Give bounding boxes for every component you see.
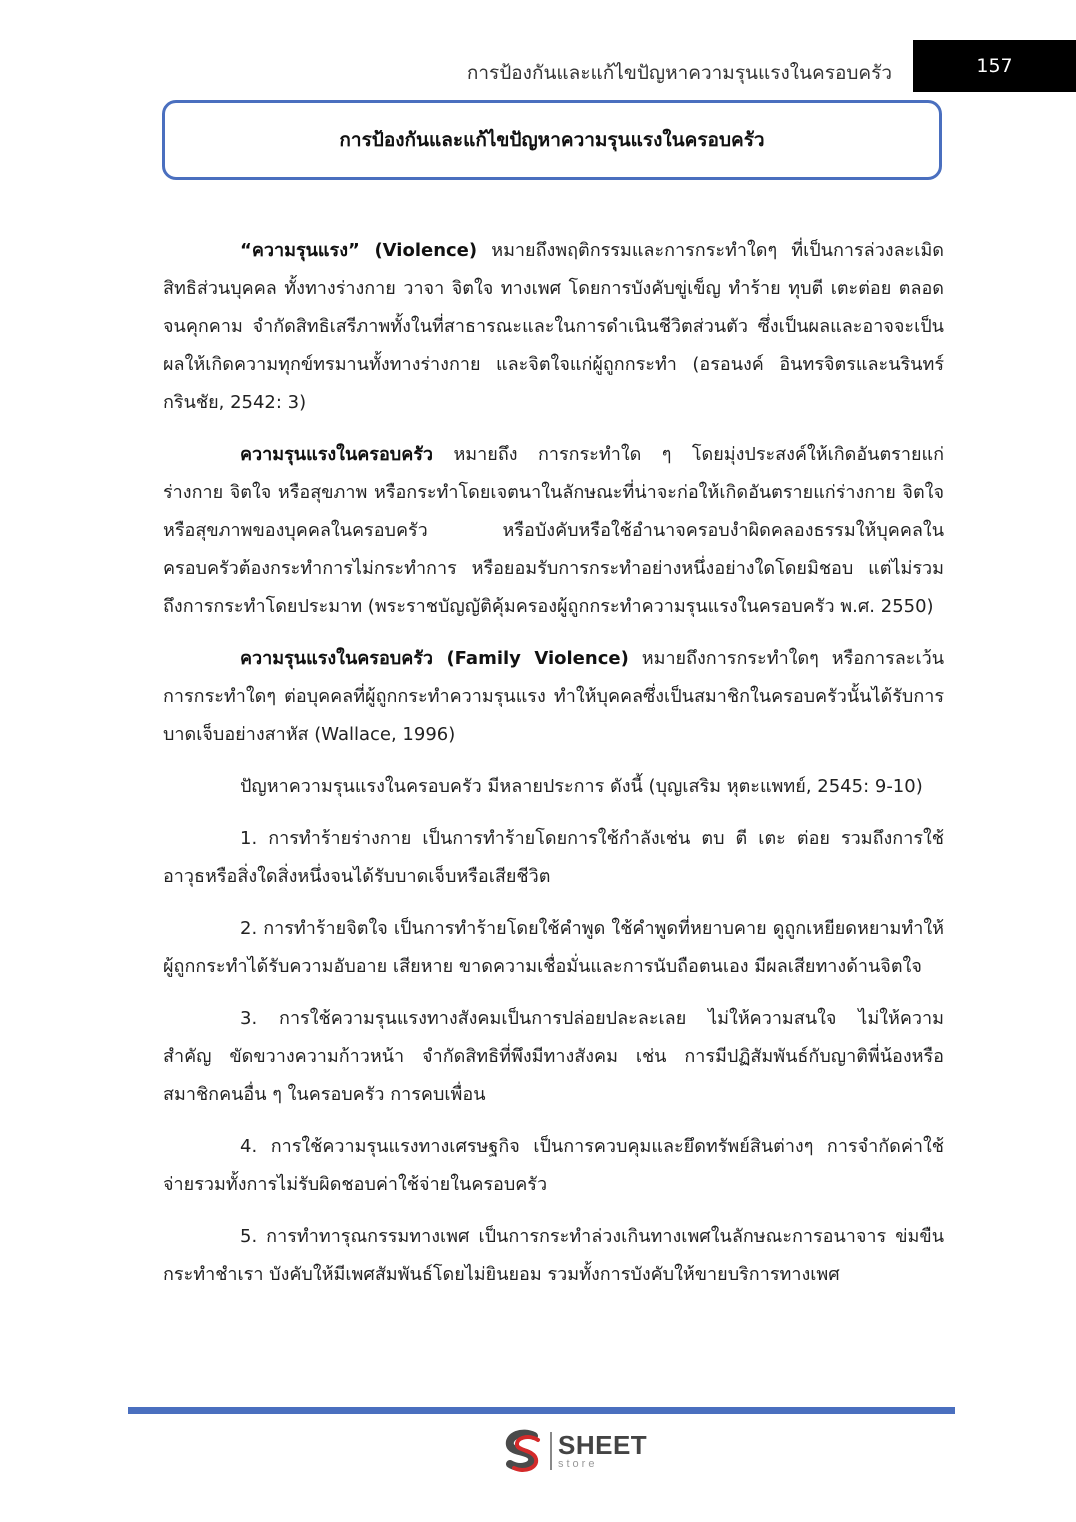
chapter-title-box (162, 100, 942, 180)
paragraph-family-violence-wallace (163, 640, 944, 754)
term-family-violence: ความรุนแรงในครอบครัว (240, 444, 434, 465)
list-item-3: 3. การใช้ความรุนแรงทางสังคมเป็นการปล่อยปละละเลย ไม่ให้ความสนใจ ไม่ให้ความสำคัญ ขัดขวางความก้าวหน้า จำกัดสิทธิที่พึงมีทางสังคม เช่น การมีปฏิสัมพันธ์กับญาติพี่น้องหรือสมาชิกคนอื่น ๆ ในครอบครัว การคบเพื่อน (163, 1008, 944, 1105)
body-content (163, 232, 944, 1308)
list-item-4: 4. การใช้ความรุนแรงทางเศรษฐกิจ เป็นการควบคุมและยึดทรัพย์สินต่างๆ การจำกัดค่าใช้จ่ายรวมทั้งการไม่รับผิดชอบค่าใช้จ่ายในครอบครัว (163, 1136, 944, 1195)
logo-word: SHEET (558, 1430, 648, 1460)
page-number: 157 (976, 55, 1013, 77)
logo-text (558, 1432, 647, 1470)
term-family-violence-en: ความรุนแรงในครอบครัว (Family Violence) (240, 648, 629, 669)
page-number-box (913, 40, 1076, 92)
sheet-store-logo (500, 1428, 647, 1474)
chapter-title: การป้องกันและแก้ไขปัญหาความรุนแรงในครอบครัว (339, 129, 765, 151)
list-item-5: 5. การทำทารุณกรรมทางเพศ เป็นการกระทำล่วงเกินทางเพศในลักษณะการอนาจาร ข่มขืนกระทำชำเรา บังคับให้มีเพศสัมพันธ์โดยไม่ยินยอม รวมทั้งการบังคับให้ขายบริการทางเพศ (163, 1226, 944, 1285)
running-header: การป้องกันและแก้ไขปัญหาความรุนแรงในครอบครัว (466, 62, 892, 84)
list-item-1: 1. การทำร้ายร่างกาย เป็นการทำร้ายโดยการใช้กำลังเช่น ตบ ตี เตะ ต่อย รวมถึงการใช้อาวุธหรือสิ่งใดสิ่งหนึ่งจนได้รับบาดเจ็บหรือเสียชีวิต (163, 828, 944, 887)
footer-rule (128, 1407, 955, 1414)
paragraph-family-violence-law (163, 436, 944, 626)
paragraph-text: หมายถึงพฤติกรรมและการกระทำใดๆ ที่เป็นการล่วงละเมิดสิทธิส่วนบุคคล ทั้งทางร่างกาย วาจา จิตใจ ทางเพศ โดยการบังคับขู่เข็ญ ทำร้าย ทุบตี เตะต่อย ตลอดจนคุกคาม จำกัดสิทธิเสรีภาพทั้งในที่สาธารณะและในการดำเนินชีวิตส่วนตัว ซึ่งเป็นผลและอาจจะเป็นผลให้เกิดความทุกข์ทรมานทั้งทางร่างกาย และจิตใจแก่ผู้ถูกกระทำ (อรอนงค์ อินทรจิตรและนรินทร์ กรินชัย, 2542: 3) (163, 240, 944, 413)
paragraph-violence-definition (163, 232, 944, 422)
paragraph-text: หมายถึง การกระทำใด ๆ โดยมุ่งประสงค์ให้เกิดอันตรายแก่ร่างกาย จิตใจ หรือสุขภาพ หรือกระทำโดยเจตนาในลักษณะที่น่าจะก่อให้เกิดอันตรายแก่ร่างกาย จิตใจ หรือสุขภาพของบุคคลในครอบครัว หรือบังคับหรือใช้อำนาจครอบงำผิดคลองธรรมให้บุคคลในครอบครัวต้องกระทำการไม่กระทำการ หรือยอมรับการกระทำอย่างหนึ่งอย่างใดโดยมิชอบ แต่ไม่รวมถึงการกระทำโดยประมาท (พระราชบัญญัติคุ้มครองผู้ถูกกระทำความรุนแรงในครอบครัว พ.ศ. 2550) (163, 444, 944, 617)
term-violence: “ความรุนแรง” (Violence) (240, 240, 478, 261)
logo-subword: store (558, 1458, 598, 1470)
paragraph-list-intro: ปัญหาความรุนแรงในครอบครัว มีหลายประการ ดังนี้ (บุญเสริม หุตะแพทย์, 2545: 9-10) (240, 776, 923, 797)
paragraph-text: หมายถึงการกระทำใดๆ หรือการละเว้นการกระทำใดๆ ต่อบุคคลที่ผู้ถูกกระทำความรุนแรง ทำให้บุคคลซึ่งเป็นสมาชิกในครอบครัวนั้นได้รับการบาดเจ็บอย่างสาหัส (Wallace, 1996) (163, 648, 945, 745)
sheet-s-logo-icon (500, 1428, 546, 1474)
list-item-2: 2. การทำร้ายจิตใจ เป็นการทำร้ายโดยใช้คำพูด ใช้คำพูดที่หยาบคาย ดูถูกเหยียดหยามทำให้ผู้ถูกกระทำได้รับความอับอาย เสียหาย ขาดความเชื่อมั่นและการนับถือตนเอง มีผลเสียทางด้านจิตใจ (163, 918, 944, 977)
logo-separator (550, 1432, 552, 1470)
